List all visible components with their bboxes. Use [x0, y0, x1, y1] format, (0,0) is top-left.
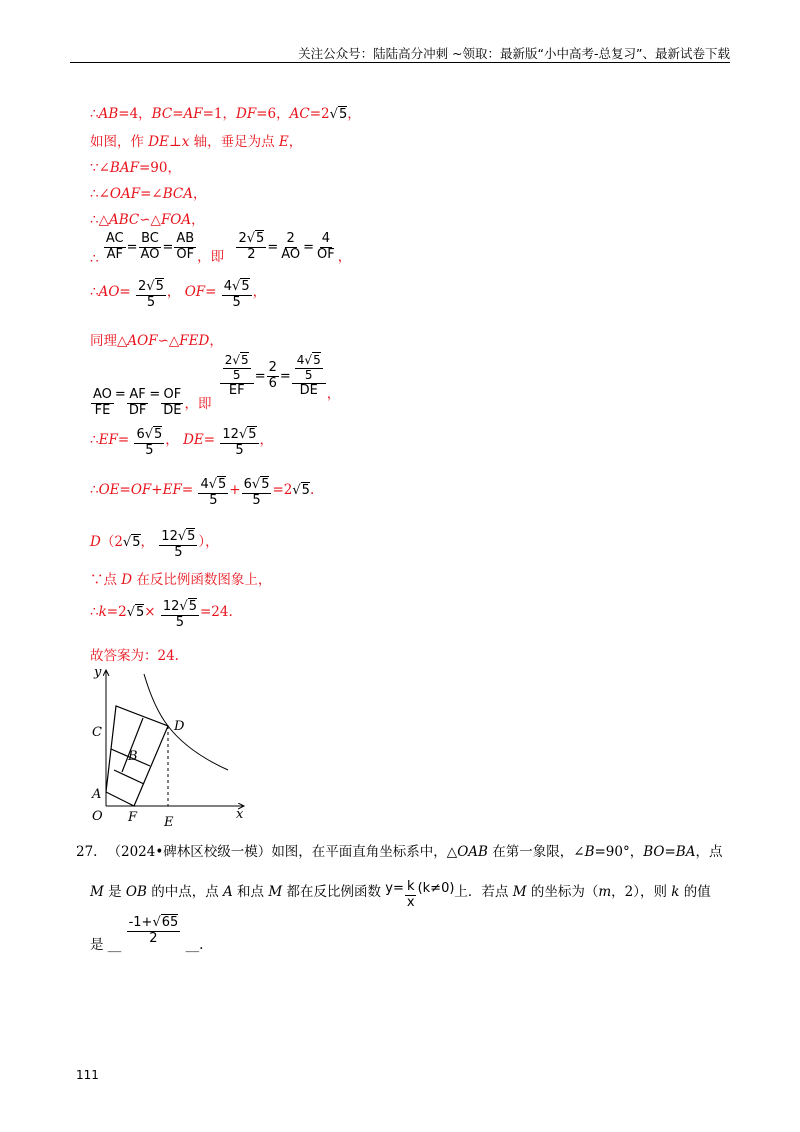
- page-number: 111: [76, 1068, 99, 1082]
- sqrt-symbol: √5: [329, 107, 348, 122]
- header-text: 关注公众号：陆陆高分冲刺 ~领取：最新版“小中高考-总复习”、最新试卷下载: [298, 46, 730, 61]
- solution-line-3: ∵∠BAF=90，: [90, 160, 181, 176]
- question-27-line-1: 27. （2024•碑林区校级一模）如图，在平面直角坐标系中，△OAB 在第一象限，∠B=90°，BO=BA，点: [76, 844, 723, 860]
- label-b: B: [128, 749, 138, 764]
- solution-line-7: ∴AO= $\frac{2√5}{5}$ ， OF= $\frac{4√5}{5}$ ，: [90, 279, 267, 310]
- solution-line-10: ∴EF= $\frac{6√5}{5}$ ， DE= $\frac{12√5}{5}$ ，: [90, 427, 274, 458]
- label-f: F: [128, 810, 138, 825]
- solution-line-6: ∴ $\frac{AC}{AF}$ = $\frac{BC}{AO}$ = $\frac{AB}{OF}$ ，即 $\frac{2√5}{2}$ = $\frac{2}{AO}$ = $\frac{4}{OF}$ ，: [90, 231, 352, 267]
- solution-line-4: ∴∠OAF=∠BCA，: [90, 186, 207, 202]
- label-e: E: [164, 815, 174, 830]
- page-header: [70, 40, 730, 63]
- question-27-line-2: M 是 OB 的中点，点 A 和点 M 都在反比例函数 y= $\frac{k}{x}$ (k≠0)上．若点 M 的坐标为（m，2），则 k 的值: [90, 879, 711, 910]
- label-y: y: [94, 665, 102, 680]
- solution-line-1: ∴AB=4，BC=AF=1，DF=6，AC=2√5，: [90, 106, 361, 122]
- solution-line-9: $\frac{AO}{FE}$ = $\frac{AF}{DF}$ = $\frac{OF}{DE}$ ，即 $\frac{\frac{2√5}{5}}{EF}$ = $\frac{2}{6}$ = $\frac{\frac{4√5}{5}}{DE}$ ，: [93, 353, 341, 418]
- solution-line-11: ∴OE=OF+EF= $\frac{4√5}{5}$ + $\frac{6√5}{5}$ =2√5.: [90, 477, 315, 508]
- label-o: O: [92, 809, 103, 824]
- label-a: A: [92, 787, 102, 802]
- solution-line-12: D（2√5， $\frac{12√5}{5}$ ），: [90, 529, 219, 560]
- solution-line-8: 同理△AOF∽△FED，: [90, 333, 223, 349]
- question-27-line-3: 是 __ $\frac{-1+√65}{2}$ __.: [90, 915, 204, 953]
- geometry-figure: [86, 660, 256, 830]
- solution-line-15: 故答案为：24.: [90, 648, 179, 664]
- label-d: D: [174, 719, 185, 734]
- solution-line-5: ∴△ABC∽△FOA，: [90, 212, 205, 228]
- solution-line-13: ∵点 D 在反比例函数图象上，: [90, 572, 272, 588]
- solution-line-14: ∴k=2√5× $\frac{12√5}{5}$ =24.: [90, 599, 233, 630]
- label-x: x: [236, 807, 244, 822]
- label-c: C: [92, 725, 102, 740]
- solution-line-2: 如图，作 DE⊥x 轴，垂足为点 E，: [90, 134, 303, 150]
